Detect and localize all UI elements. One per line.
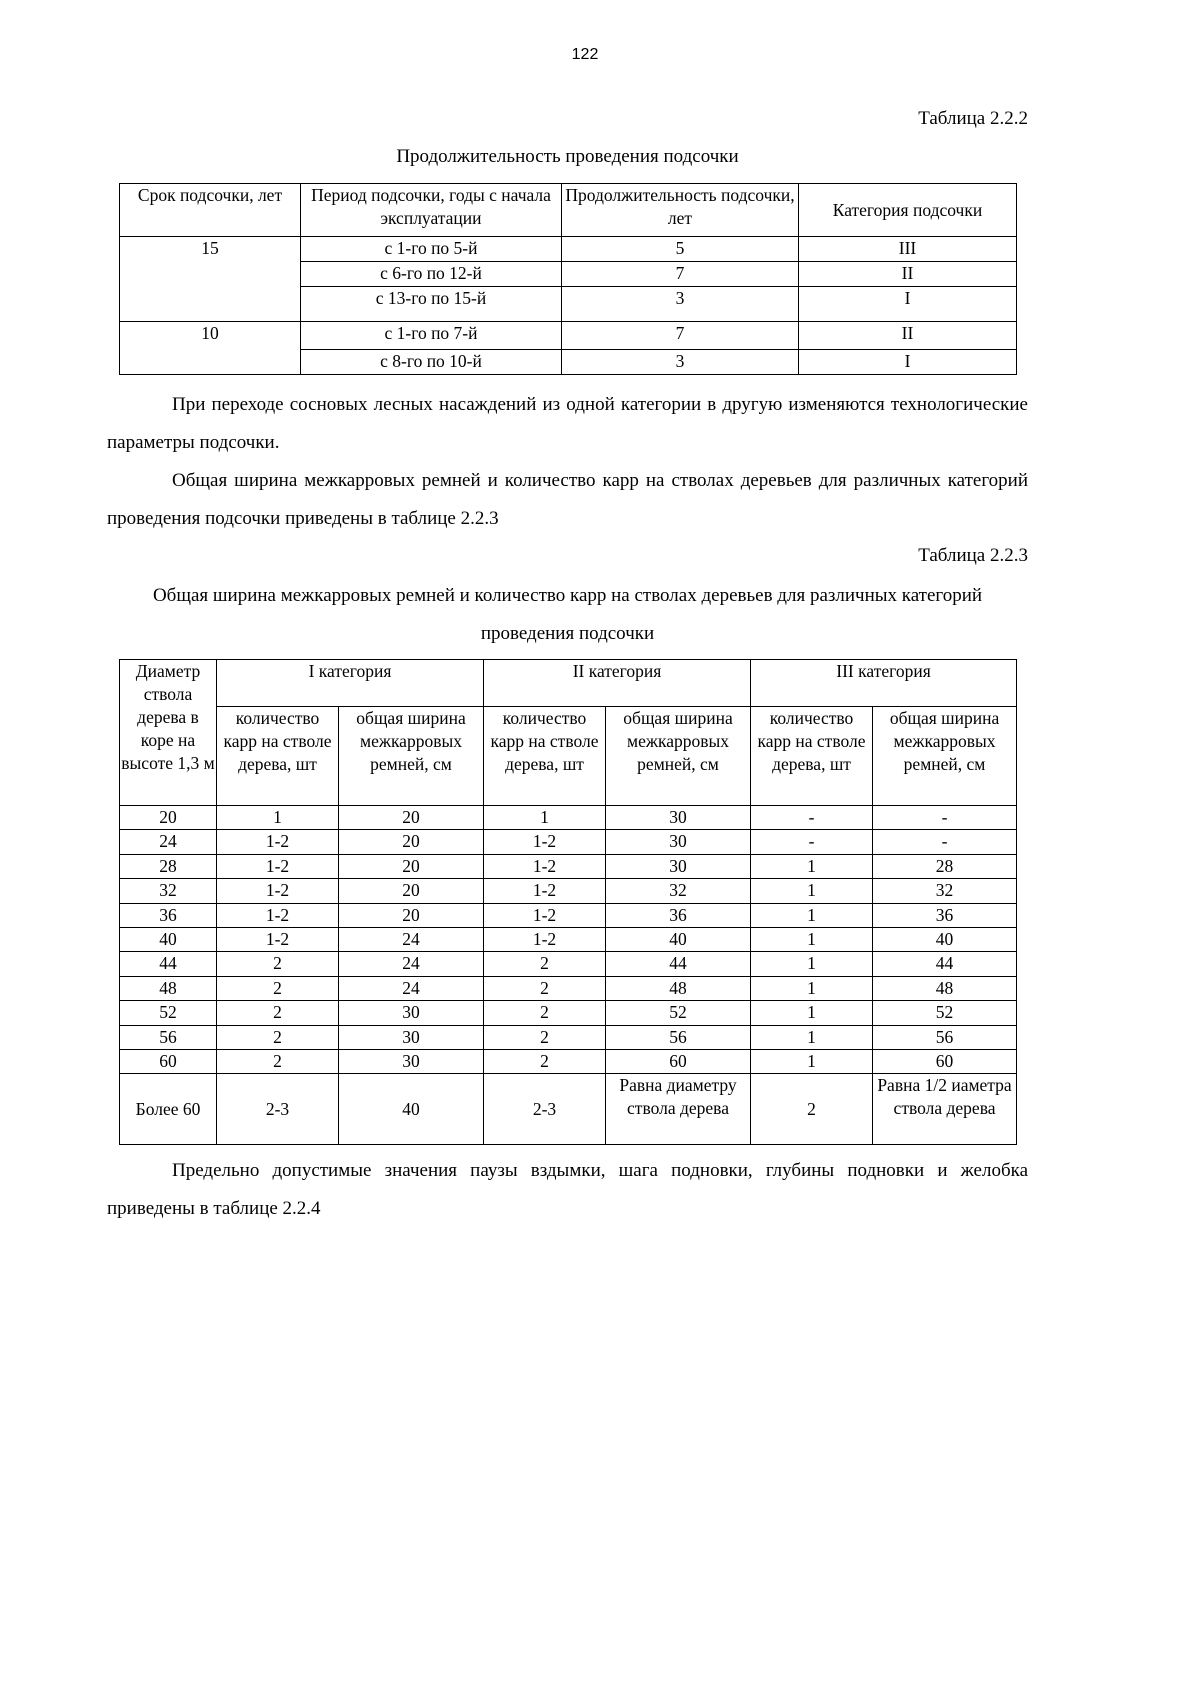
cell: 1-2 <box>217 879 339 903</box>
cell: 1-2 <box>484 854 606 878</box>
cell: II <box>799 262 1017 287</box>
cell: I <box>799 350 1017 375</box>
cell: 24 <box>339 952 484 976</box>
cell: 30 <box>606 806 751 830</box>
table-2-2-2 <box>119 183 1017 375</box>
term-cell: 10 <box>120 322 301 375</box>
diameter-cell: 28 <box>120 854 217 878</box>
category-header: I категория <box>217 660 484 707</box>
cell: 56 <box>606 1025 751 1049</box>
cell: 2 <box>217 976 339 1000</box>
cell: 1-2 <box>484 830 606 854</box>
header-cell: Продолжительность подсочки, лет <box>562 184 799 237</box>
cell: 30 <box>606 854 751 878</box>
cell: 20 <box>339 806 484 830</box>
cell: 52 <box>873 1001 1017 1025</box>
cell: III <box>799 237 1017 262</box>
cell: 20 <box>339 830 484 854</box>
cell: 40 <box>339 1074 484 1145</box>
cell: 24 <box>339 976 484 1000</box>
cell: 1-2 <box>217 903 339 927</box>
sub-header: количество карр на стволе дерева, шт <box>217 707 339 806</box>
cell: 1-2 <box>217 854 339 878</box>
cell: Равна диаметру ствола дерева <box>606 1074 751 1145</box>
table-row <box>120 903 1017 927</box>
cell: 30 <box>606 830 751 854</box>
cell: 1 <box>751 1025 873 1049</box>
cell: 1 <box>751 1049 873 1073</box>
sub-header: общая ширина межкарровых ремней, см <box>339 707 484 806</box>
cell: 48 <box>873 976 1017 1000</box>
cell: 2 <box>217 1001 339 1025</box>
cell: 1 <box>484 806 606 830</box>
cell: 2 <box>751 1074 873 1145</box>
cell: Равна 1/2 иаметра ствола дерева <box>873 1074 1017 1145</box>
paragraph-3-text: Предельно допустимые значения паузы вздымки, шага подновки, глубины подновки и желобка приведены в таблице 2.2.4 <box>107 1160 1028 1219</box>
cell: 1 <box>751 879 873 903</box>
table-row <box>120 976 1017 1000</box>
table-2-2-2-label: Таблица 2.2.2 <box>918 108 1028 129</box>
cell: 1 <box>217 806 339 830</box>
cell: 2 <box>484 952 606 976</box>
cell: 5 <box>562 237 799 262</box>
cell: 3 <box>562 287 799 322</box>
table-2-2-3 <box>119 659 1017 1145</box>
cell: 20 <box>339 854 484 878</box>
cell: 36 <box>873 903 1017 927</box>
diameter-cell: 44 <box>120 952 217 976</box>
sub-header: количество карр на стволе дерева, шт <box>751 707 873 806</box>
table-row <box>120 952 1017 976</box>
cell: 1-2 <box>217 927 339 951</box>
cell: 56 <box>873 1025 1017 1049</box>
cell: 1 <box>751 927 873 951</box>
table-row <box>120 1049 1017 1073</box>
diameter-header: Диаметр ствола дерева в коре на высоте 1,3 м <box>120 660 217 806</box>
diameter-cell: 52 <box>120 1001 217 1025</box>
header-cell: Категория подсочки <box>799 184 1017 237</box>
cell: 1 <box>751 952 873 976</box>
cell: - <box>751 806 873 830</box>
cell: с 1-го по 7-й <box>301 322 562 350</box>
table-row <box>120 879 1017 903</box>
cell: 2 <box>484 976 606 1000</box>
cell: 48 <box>606 976 751 1000</box>
cell: 32 <box>873 879 1017 903</box>
cell: II <box>799 322 1017 350</box>
cell: 28 <box>873 854 1017 878</box>
cell: 2 <box>484 1049 606 1073</box>
diameter-cell: 60 <box>120 1049 217 1073</box>
diameter-cell: 40 <box>120 927 217 951</box>
paragraph-1 <box>107 386 1028 462</box>
table-2-2-3-title: Общая ширина межкарровых ремней и количество карр на стволах деревьев для различных категорий проведения подсочки <box>152 585 983 644</box>
table-row <box>120 1001 1017 1025</box>
cell: 44 <box>606 952 751 976</box>
cell: 2 <box>217 1049 339 1073</box>
cell: 44 <box>873 952 1017 976</box>
cell: 1-2 <box>484 927 606 951</box>
category-header: III категория <box>751 660 1017 707</box>
cell: 1-2 <box>217 830 339 854</box>
cell: 52 <box>606 1001 751 1025</box>
cell: 1 <box>751 1001 873 1025</box>
paragraph-2-text: Общая ширина межкарровых ремней и количество карр на стволах деревьев для различных категорий проведения подсочки приведены в таблице 2.2.3 <box>107 470 1028 529</box>
cell: с 8-го по 10-й <box>301 350 562 375</box>
cell: 20 <box>339 903 484 927</box>
cell: 2 <box>217 952 339 976</box>
sub-header: общая ширина межкарровых ремней, см <box>606 707 751 806</box>
cell: 2 <box>484 1001 606 1025</box>
cell: 1-2 <box>484 903 606 927</box>
cell: 40 <box>606 927 751 951</box>
table-row <box>120 1074 1017 1145</box>
cell: 60 <box>606 1049 751 1073</box>
cell: 7 <box>562 262 799 287</box>
cell: 2 <box>217 1025 339 1049</box>
cell: 30 <box>339 1049 484 1073</box>
cell: - <box>873 806 1017 830</box>
cell: 30 <box>339 1025 484 1049</box>
cell: 30 <box>339 1001 484 1025</box>
table-row <box>120 806 1017 830</box>
header-cell: Период подсочки, годы с начала эксплуатации <box>301 184 562 237</box>
cell: 40 <box>873 927 1017 951</box>
cell: - <box>873 830 1017 854</box>
cell: 2-3 <box>217 1074 339 1145</box>
cell: 1 <box>751 976 873 1000</box>
cell: 7 <box>562 322 799 350</box>
cell: 24 <box>339 927 484 951</box>
diameter-cell: 32 <box>120 879 217 903</box>
cell: 3 <box>562 350 799 375</box>
term-cell: 15 <box>120 237 301 322</box>
table-2-2-2-title: Продолжительность проведения подсочки <box>396 146 739 167</box>
cell: с 13-го по 15-й <box>301 287 562 322</box>
cell: 1-2 <box>484 879 606 903</box>
sub-header: количество карр на стволе дерева, шт <box>484 707 606 806</box>
cell: с 1-го по 5-й <box>301 237 562 262</box>
sub-header: общая ширина межкарровых ремней, см <box>873 707 1017 806</box>
diameter-cell: 36 <box>120 903 217 927</box>
cell: 2 <box>484 1025 606 1049</box>
table-row <box>120 1025 1017 1049</box>
diameter-cell: Более 60 <box>120 1074 217 1145</box>
cell: 32 <box>606 879 751 903</box>
cell: 1 <box>751 854 873 878</box>
cell: 60 <box>873 1049 1017 1073</box>
cell: 2-3 <box>484 1074 606 1145</box>
diameter-cell: 56 <box>120 1025 217 1049</box>
cell: 20 <box>339 879 484 903</box>
category-header: II категория <box>484 660 751 707</box>
cell: I <box>799 287 1017 322</box>
page-number: 122 <box>571 46 599 63</box>
cell: 1 <box>751 903 873 927</box>
table-row <box>120 830 1017 854</box>
table-row <box>120 927 1017 951</box>
cell: - <box>751 830 873 854</box>
table-row <box>120 854 1017 878</box>
cell: с 6-го по 12-й <box>301 262 562 287</box>
header-cell: Срок подсочки, лет <box>120 184 301 237</box>
diameter-cell: 24 <box>120 830 217 854</box>
paragraph-1-text: При переходе сосновых лесных насаждений из одной категории в другую изменяются технологические параметры подсочки. <box>107 394 1028 453</box>
diameter-cell: 48 <box>120 976 217 1000</box>
cell: 36 <box>606 903 751 927</box>
diameter-cell: 20 <box>120 806 217 830</box>
table-2-2-3-label: Таблица 2.2.3 <box>918 545 1028 566</box>
paragraph-3 <box>107 1152 1028 1228</box>
paragraph-2 <box>107 462 1028 538</box>
